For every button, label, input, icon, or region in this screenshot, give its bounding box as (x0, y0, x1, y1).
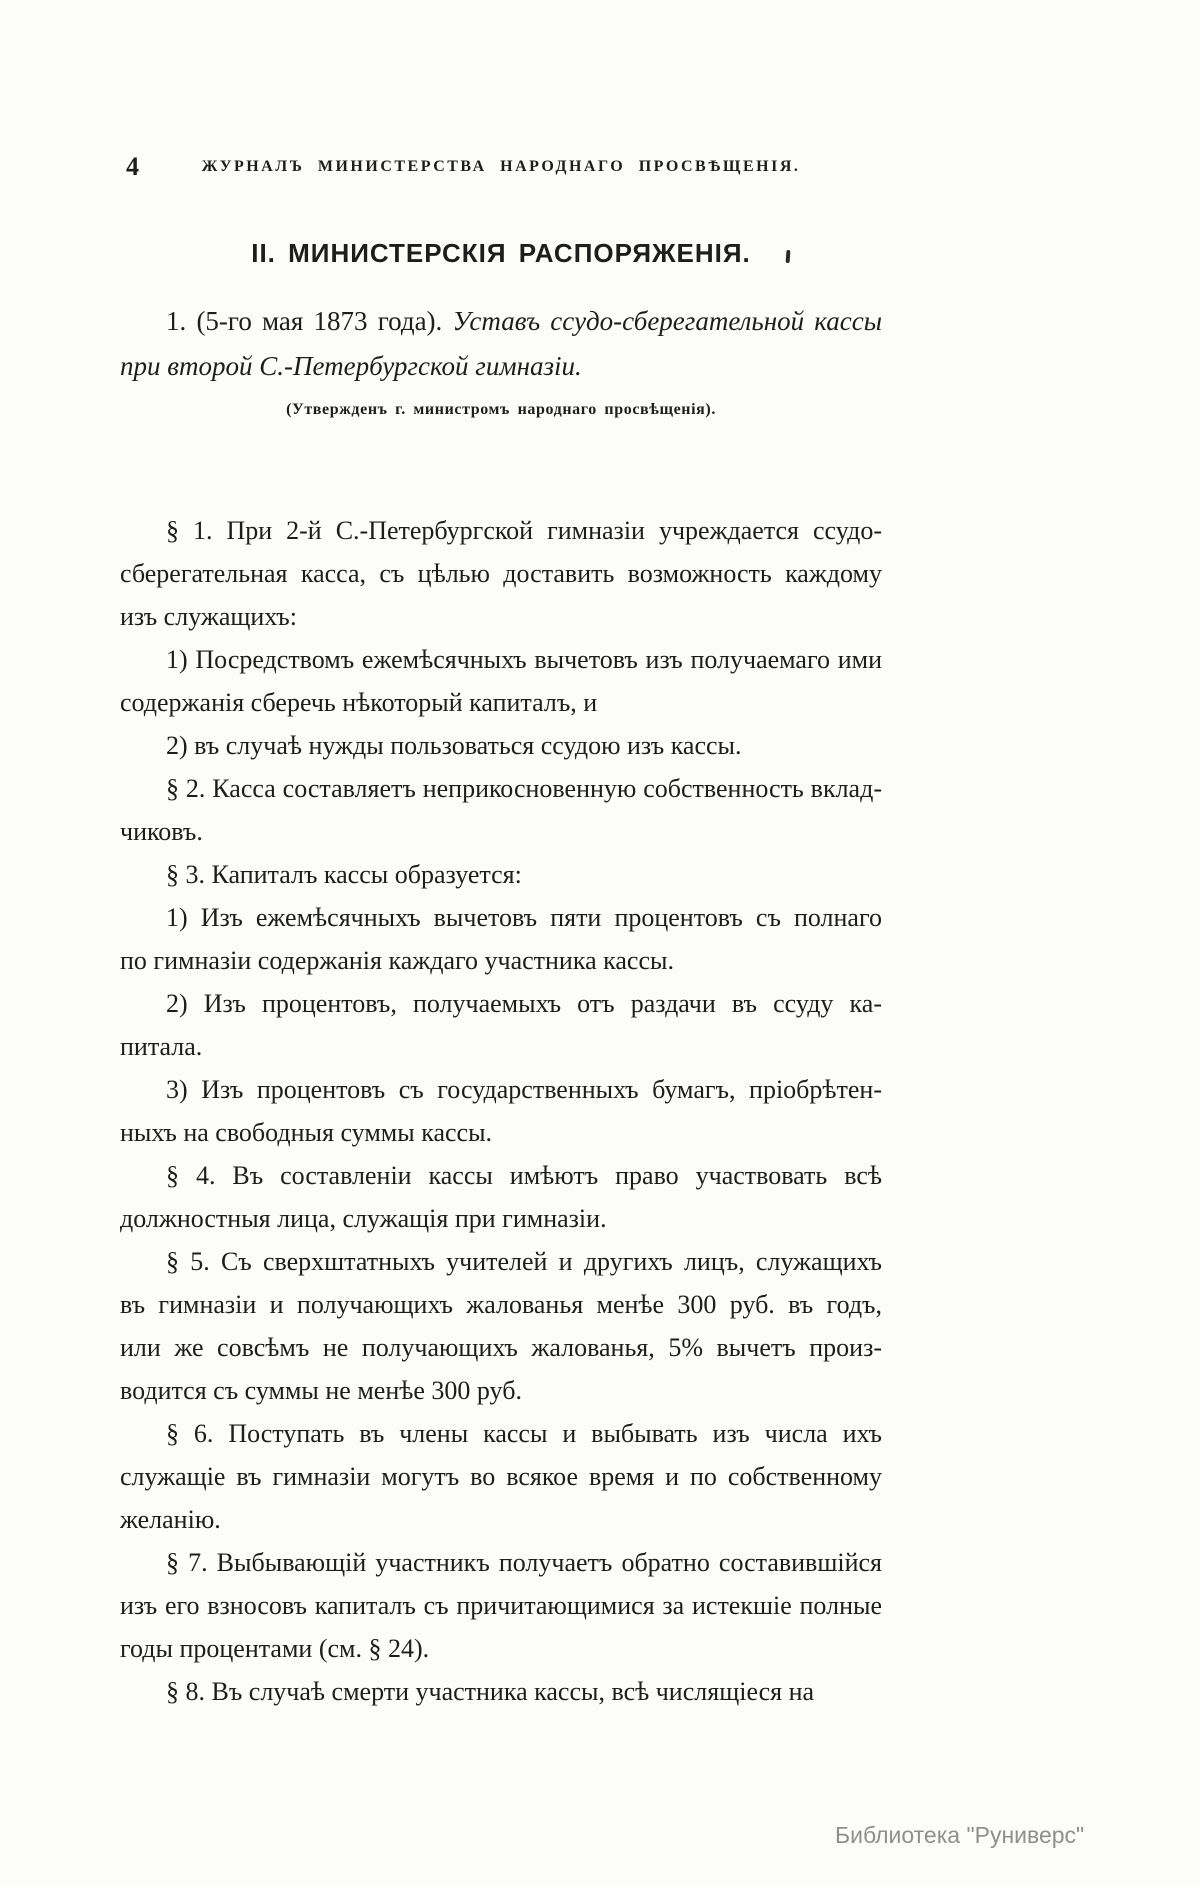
paragraph (120, 638, 882, 724)
decree-title-part2: при второй С.-Петербургской гимназіи. (120, 351, 582, 381)
text-line: § 4. Въ составленіи кассы имѣютъ право участвовать всѣ (166, 1161, 882, 1190)
text-line: § 1. При 2-й С.-Петербургской гимназіи учреждается ссудо- (166, 516, 882, 545)
page-header (120, 152, 882, 186)
paragraph (120, 1670, 882, 1713)
text-line: въ гимназіи и получающихъ жалованья менѣе 300 руб. въ годъ, (120, 1290, 882, 1319)
text-line: § 3. Капиталъ кассы образуется: (166, 860, 522, 889)
text-line: по гимназіи содержанія каждаго участника кассы. (120, 946, 674, 975)
decree-number-date: 1. (5-го мая 1873 года). (166, 306, 443, 336)
text-line: 3) Изъ процентовъ съ государственныхъ бумагъ, пріобрѣтен- (166, 1075, 882, 1104)
text-column (120, 0, 882, 1713)
text-line: сберегательная касса, съ цѣлью доставить возможность каждому (120, 559, 882, 588)
paragraph (120, 767, 882, 853)
running-title: ЖУРНАЛЪ МИНИСТЕРСТВА НАРОДНАГО ПРОСВѢЩЕНІЯ. (201, 158, 801, 175)
text-line: должностныя лица, служащія при гимназіи. (120, 1204, 607, 1233)
library-watermark: Библиотека "Руниверс" (835, 1822, 1085, 1848)
text-line: питала. (120, 1032, 203, 1061)
text-line: изъ его взносовъ капиталъ съ причитающимися за истекшіе полные (120, 1591, 882, 1620)
paragraph (120, 1541, 882, 1670)
paragraph (120, 853, 882, 896)
text-line: или же совсѣмъ не получающихъ жалованья, 5% вычетъ произ- (120, 1333, 882, 1362)
text-line: 1) Посредствомъ ежемѣсячныхъ вычетовъ изъ получаемаго ими (166, 645, 882, 674)
decree-title-part1: Уставъ ссудо-сберегательной кассы (452, 306, 882, 336)
paragraph (120, 1154, 882, 1240)
text-line: § 2. Касса составляетъ неприкосновенную собственность вклад- (166, 774, 882, 803)
text-line: изъ служащихъ: (120, 602, 297, 631)
page-number: 4 (126, 152, 139, 181)
text-line (120, 299, 882, 344)
section-title: II. МИНИСТЕРСКІЯ РАСПОРЯЖЕНІЯ. (251, 238, 751, 268)
text-line: § 7. Выбывающій участникъ получаетъ обратно составившійся (166, 1548, 882, 1577)
text-line: чиковъ. (120, 817, 203, 846)
paragraph (120, 1068, 882, 1154)
approval-note: (Утвержденъ г. министромъ народнаго просвѣщенія). (286, 401, 716, 418)
text-line: водится съ суммы не менѣе 300 руб. (120, 1376, 522, 1405)
text-line: служащіе въ гимназіи могутъ во всякое время и по собственному (120, 1462, 882, 1491)
paragraph (120, 982, 882, 1068)
text-line: 2) Изъ процентовъ, получаемыхъ отъ раздачи въ ссуду ка- (166, 989, 882, 1018)
text-line: желанію. (120, 1505, 221, 1534)
text-line: 1) Изъ ежемѣсячныхъ вычетовъ пяти процентовъ съ полнаго (166, 903, 882, 932)
text-line: § 5. Съ сверхштатныхъ учителей и другихъ лицъ, служащихъ (166, 1247, 882, 1276)
paragraph (120, 509, 882, 638)
paragraph (120, 1240, 882, 1412)
text-line: годы процентами (см. § 24). (120, 1634, 430, 1663)
paragraph (120, 1412, 882, 1541)
text-line: 2) въ случаѣ нужды пользоваться ссудою изъ кассы. (166, 731, 742, 760)
text-line: ныхъ на свободныя суммы кассы. (120, 1118, 493, 1147)
text-line: § 6. Поступать въ члены кассы и выбывать изъ числа ихъ (166, 1419, 882, 1448)
decree-heading (120, 299, 882, 389)
body-paragraphs (120, 509, 882, 1713)
paragraph (120, 896, 882, 982)
text-line: § 8. Въ случаѣ смерти участника кассы, всѣ числящіеся на (166, 1677, 815, 1706)
paragraph (120, 724, 882, 767)
text-line: содержанія сберечь нѣкоторый капиталъ, и (120, 688, 598, 717)
